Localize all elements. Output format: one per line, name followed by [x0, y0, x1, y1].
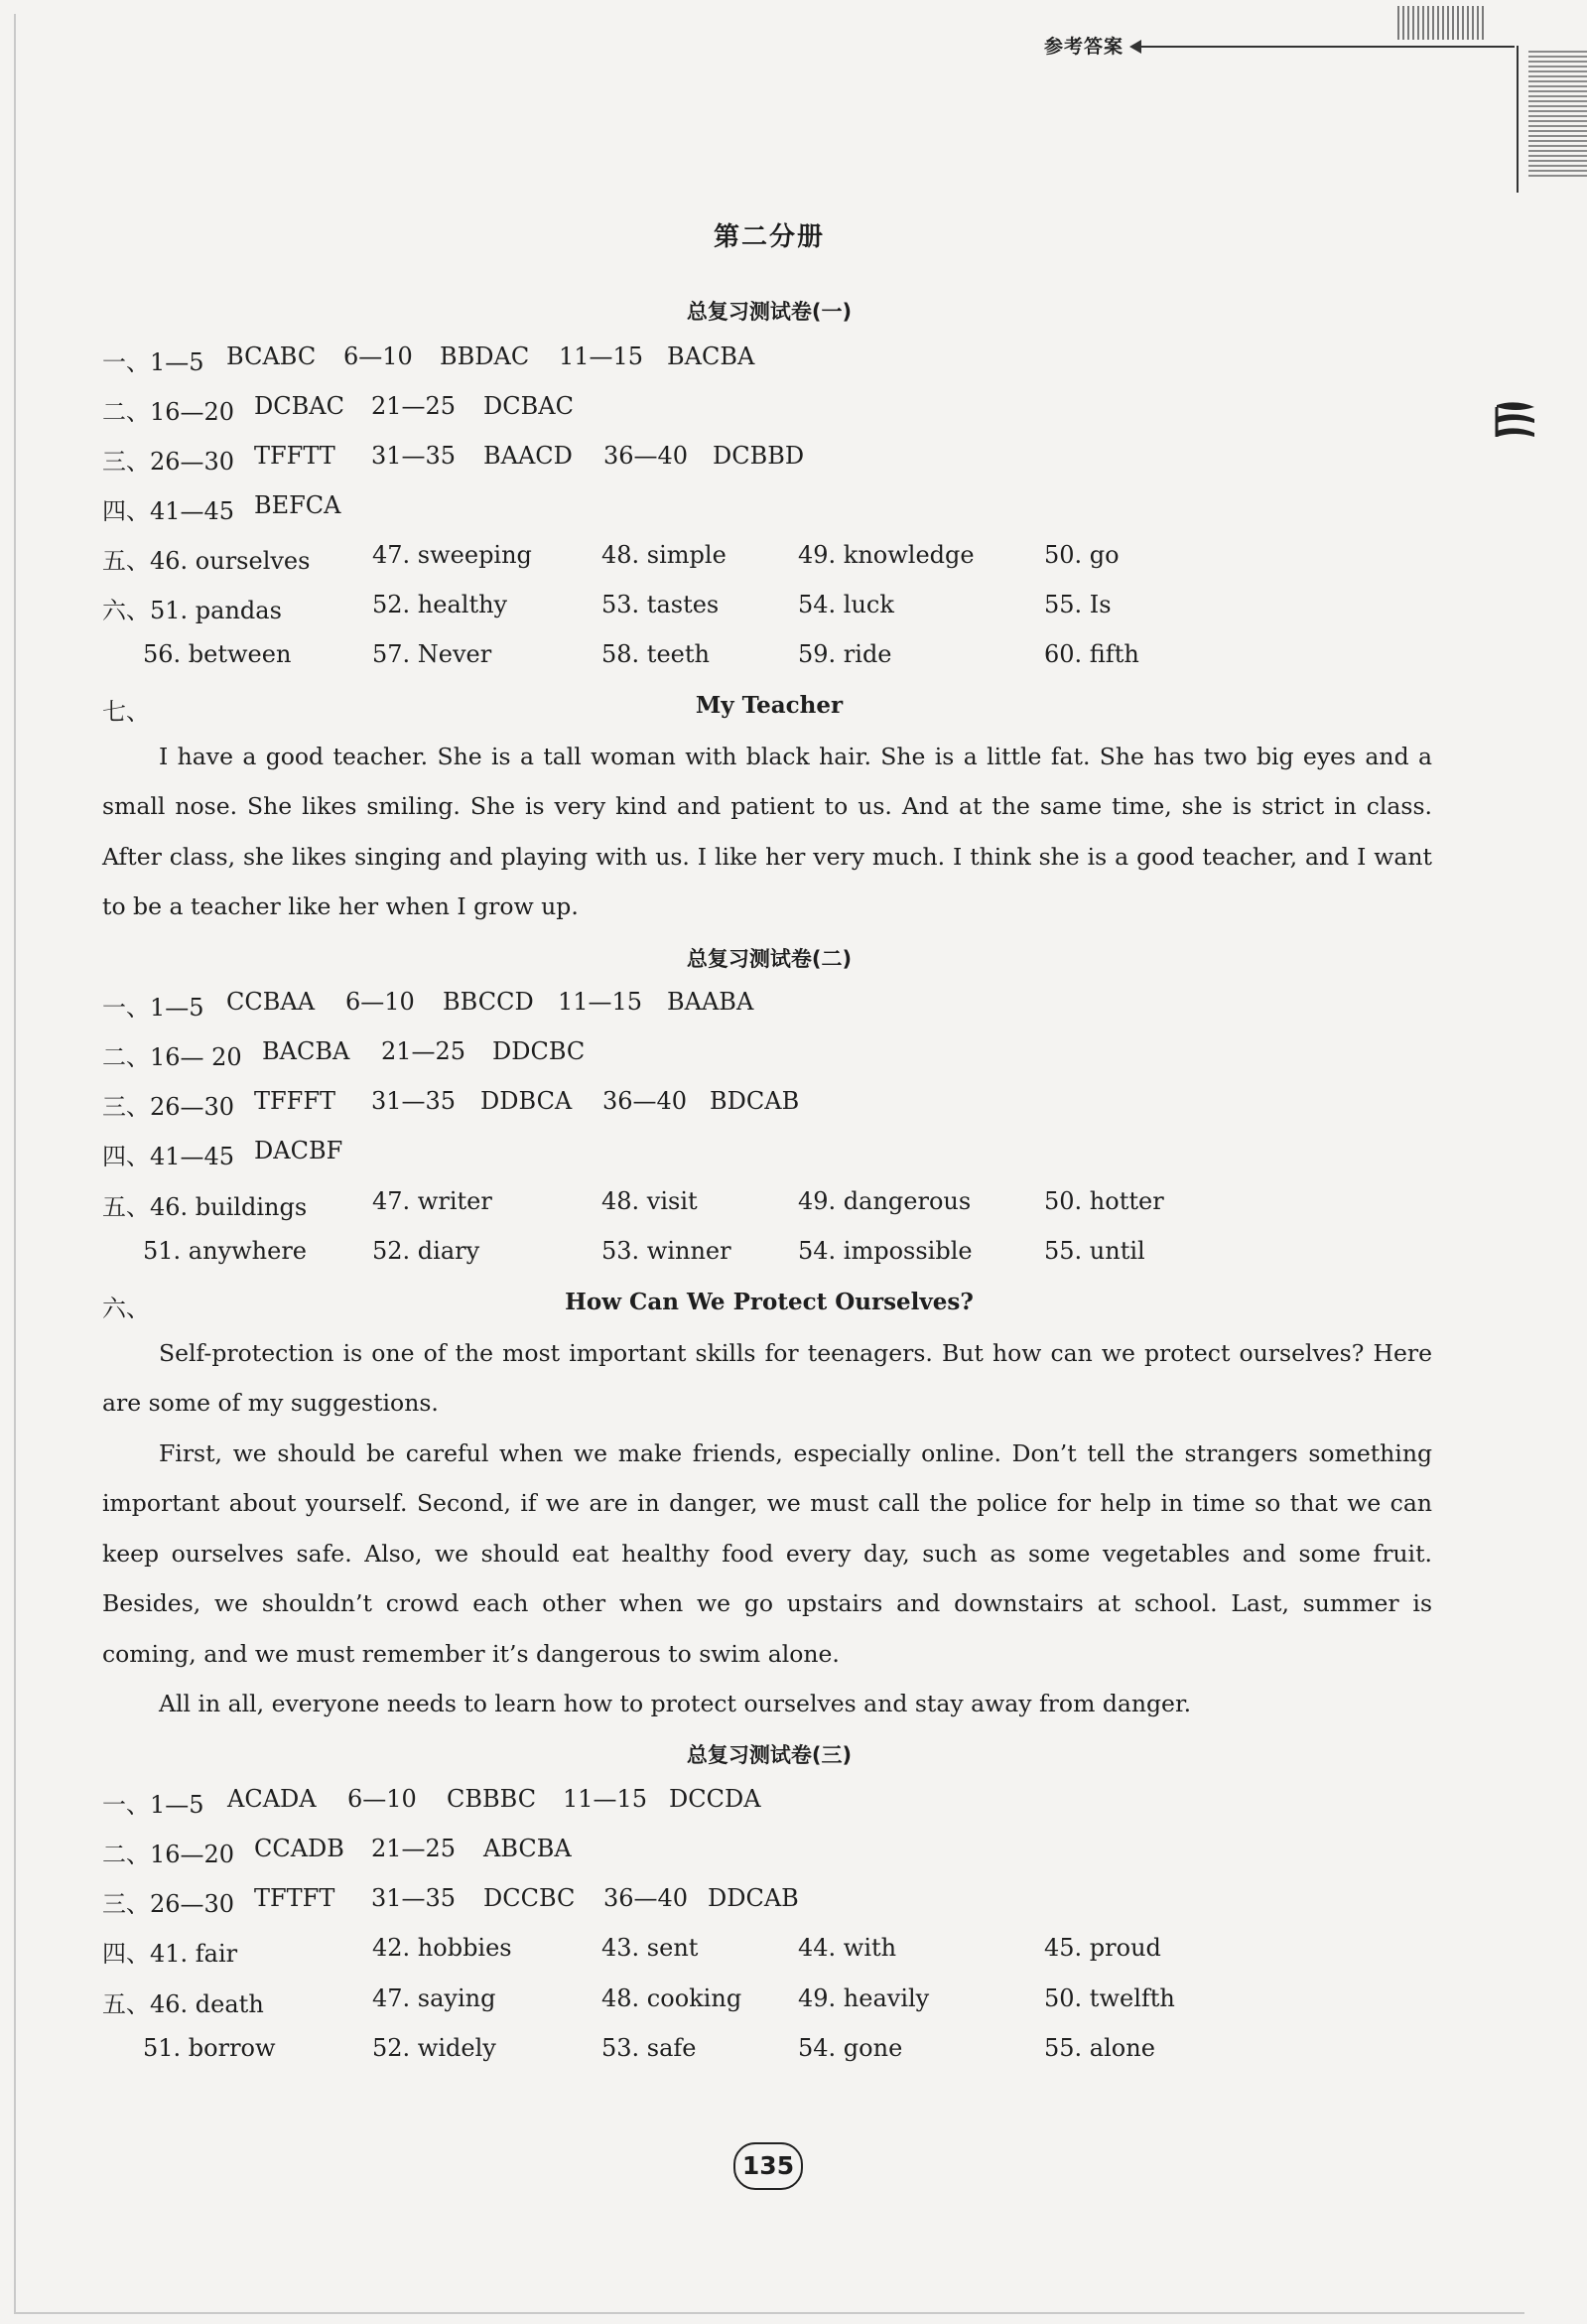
- answer-range: 31—35: [371, 442, 457, 470]
- word-answer: 51. anywhere: [143, 1237, 307, 1265]
- header-stripe-decoration: [1397, 6, 1485, 40]
- word-answer: 42. hobbies: [372, 1934, 512, 1962]
- word-answer: 49. heavily: [798, 1984, 930, 2012]
- word-answer: 49. knowledge: [798, 541, 975, 569]
- word-answer: 五、46. death: [102, 1990, 264, 2018]
- word-answer: 五、46. ourselves: [102, 547, 311, 575]
- answer-range: 11—15: [558, 988, 643, 1016]
- answer-range: 一、1—5: [102, 994, 204, 1022]
- word-answer: 50. go: [1044, 541, 1120, 569]
- word-answer: 55. until: [1044, 1237, 1145, 1265]
- word-answer: 53. safe: [601, 2034, 697, 2062]
- answer-key: BACBA: [667, 342, 755, 370]
- test2-essay-paragraph-1: Self-protection is one of the most important skills for teenagers. But how can we protect ourselves? Here are some of my suggestions.: [102, 1339, 1432, 1418]
- answer-range: 6—10: [343, 342, 413, 370]
- answer-key: CCADB: [254, 1835, 344, 1862]
- header-label: 参考答案: [1044, 36, 1124, 58]
- word-answer: 48. cooking: [601, 1984, 742, 2012]
- word-answer: 54. gone: [798, 2034, 903, 2062]
- answer-key: CCBAA: [226, 988, 316, 1016]
- word-answer: 57. Never: [372, 640, 492, 668]
- word-answer: 56. between: [143, 640, 292, 668]
- word-answer: 44. with: [798, 1934, 897, 1962]
- test2-essay-title: How Can We Protect Ourselves?: [565, 1289, 974, 1315]
- page-number: 135: [733, 2142, 803, 2190]
- word-answer: 50. twelfth: [1044, 1984, 1175, 2012]
- header-rule: [1139, 46, 1515, 48]
- answer-key: DACBF: [254, 1137, 343, 1164]
- answer-range: 二、16—20: [102, 1841, 235, 1868]
- answer-range: 二、16— 20: [102, 1043, 242, 1071]
- book-stack-icon: [1493, 397, 1538, 447]
- answer-key: DDCBC: [492, 1037, 586, 1065]
- test3-title: 总复习测试卷(三): [686, 1743, 853, 1767]
- answer-key: ABCBA: [483, 1835, 572, 1862]
- word-answer: 50. hotter: [1044, 1187, 1164, 1215]
- answer-range: 31—35: [371, 1087, 457, 1115]
- word-answer: 58. teeth: [601, 640, 710, 668]
- word-answer: 52. widely: [372, 2034, 496, 2062]
- word-answer: 52. healthy: [372, 591, 508, 618]
- word-answer: 51. borrow: [143, 2034, 276, 2062]
- word-answer: 55. alone: [1044, 2034, 1155, 2062]
- answer-range: 36—40: [602, 1087, 688, 1115]
- answer-range: 四、41—45: [102, 497, 235, 525]
- answer-key: DCBAC: [254, 392, 344, 420]
- answer-key: BCABC: [226, 342, 317, 370]
- answer-range: 6—10: [345, 988, 415, 1016]
- answer-key: DDBCA: [480, 1087, 573, 1115]
- answer-range: 三、26—30: [102, 448, 235, 476]
- essay-label: 七、: [102, 698, 150, 726]
- answer-key: BACBA: [262, 1037, 350, 1065]
- answer-range: 6—10: [347, 1785, 417, 1813]
- word-answer: 49. dangerous: [798, 1187, 972, 1215]
- word-answer: 四、41. fair: [102, 1940, 238, 1968]
- answer-range: 21—25: [381, 1037, 466, 1065]
- answer-range: 一、1—5: [102, 1791, 204, 1819]
- answer-range: 21—25: [371, 1835, 457, 1862]
- answer-range: 36—40: [603, 442, 689, 470]
- test1-essay-title: My Teacher: [695, 692, 844, 719]
- test1-essay-paragraph: I have a good teacher. She is a tall woman with black hair. She is a little fat. She has two big eyes and a small nose. She likes smiling. She is very kind and patient to us. And at the same time, she is strict in class. After class, she likes singing and playing with us. I like her very much. I think she is a good teacher, and I want to be a teacher like her when I grow up.: [102, 743, 1432, 921]
- answer-range: 一、1—5: [102, 348, 204, 376]
- word-answer: 55. Is: [1044, 591, 1112, 618]
- word-answer: 48. simple: [601, 541, 727, 569]
- answer-key: TFTFT: [254, 1884, 335, 1912]
- word-answer: 45. proud: [1044, 1934, 1161, 1962]
- answer-key: BEFCA: [254, 491, 341, 519]
- answer-key: DCCDA: [669, 1785, 761, 1813]
- answer-range: 36—40: [603, 1884, 689, 1912]
- answer-key: BDCAB: [710, 1087, 800, 1115]
- word-answer: 52. diary: [372, 1237, 480, 1265]
- answer-range: 31—35: [371, 1884, 457, 1912]
- answer-key: DDCAB: [708, 1884, 799, 1912]
- word-answer: 54. impossible: [798, 1237, 973, 1265]
- answer-key: DCBBD: [713, 442, 805, 470]
- answer-key: DCCBC: [483, 1884, 576, 1912]
- word-answer: 五、46. buildings: [102, 1193, 308, 1221]
- header-vertical-rule: [1517, 46, 1519, 193]
- answer-key: ACADA: [227, 1785, 317, 1813]
- answer-range: 21—25: [371, 392, 457, 420]
- word-answer: 47. writer: [372, 1187, 492, 1215]
- answer-range: 11—15: [559, 342, 644, 370]
- answer-key: BBCCD: [443, 988, 534, 1016]
- answer-range: 三、26—30: [102, 1890, 235, 1918]
- essay-label: 六、: [102, 1295, 150, 1322]
- test2-essay-paragraph-2: First, we should be careful when we make friends, especially online. Don’t tell the strangers something important about yourself. Second, if we are in danger, we must call the police for help in time so that we can keep ourselves safe. Also, we should eat healthy food every day, such as some vegetables and some fruit. Besides, we shouldn’t crowd each other when we go upstairs and downstairs at school. Last, summer is coming, and we must remember it’s dangerous to swim alone.: [102, 1439, 1432, 1668]
- answer-key: BAACD: [483, 442, 573, 470]
- answer-key: BAABA: [667, 988, 754, 1016]
- side-stripe-decoration: [1528, 48, 1587, 177]
- test1-title: 总复习测试卷(一): [686, 300, 853, 324]
- answer-range: 三、26—30: [102, 1093, 235, 1121]
- word-answer: 47. saying: [372, 1984, 496, 2012]
- book-section-title: 第二分册: [713, 222, 825, 252]
- answer-key: TFFTT: [254, 442, 335, 470]
- answer-range: 11—15: [563, 1785, 648, 1813]
- test2-title: 总复习测试卷(二): [686, 947, 853, 971]
- word-answer: 六、51. pandas: [102, 597, 282, 624]
- answer-key: TFFFT: [254, 1087, 335, 1115]
- word-answer: 54. luck: [798, 591, 894, 618]
- answer-range: 二、16—20: [102, 398, 235, 426]
- answer-key: DCBAC: [483, 392, 574, 420]
- word-answer: 53. tastes: [601, 591, 720, 618]
- word-answer: 60. fifth: [1044, 640, 1139, 668]
- word-answer: 48. visit: [601, 1187, 698, 1215]
- test2-essay-paragraph-3: All in all, everyone needs to learn how to protect ourselves and stay away from danger.: [159, 1690, 1192, 1717]
- word-answer: 59. ride: [798, 640, 892, 668]
- answer-key: BBDAC: [440, 342, 530, 370]
- word-answer: 47. sweeping: [372, 541, 532, 569]
- word-answer: 53. winner: [601, 1237, 731, 1265]
- word-answer: 43. sent: [601, 1934, 699, 1962]
- answer-key: CBBBC: [447, 1785, 537, 1813]
- answer-range: 四、41—45: [102, 1143, 235, 1170]
